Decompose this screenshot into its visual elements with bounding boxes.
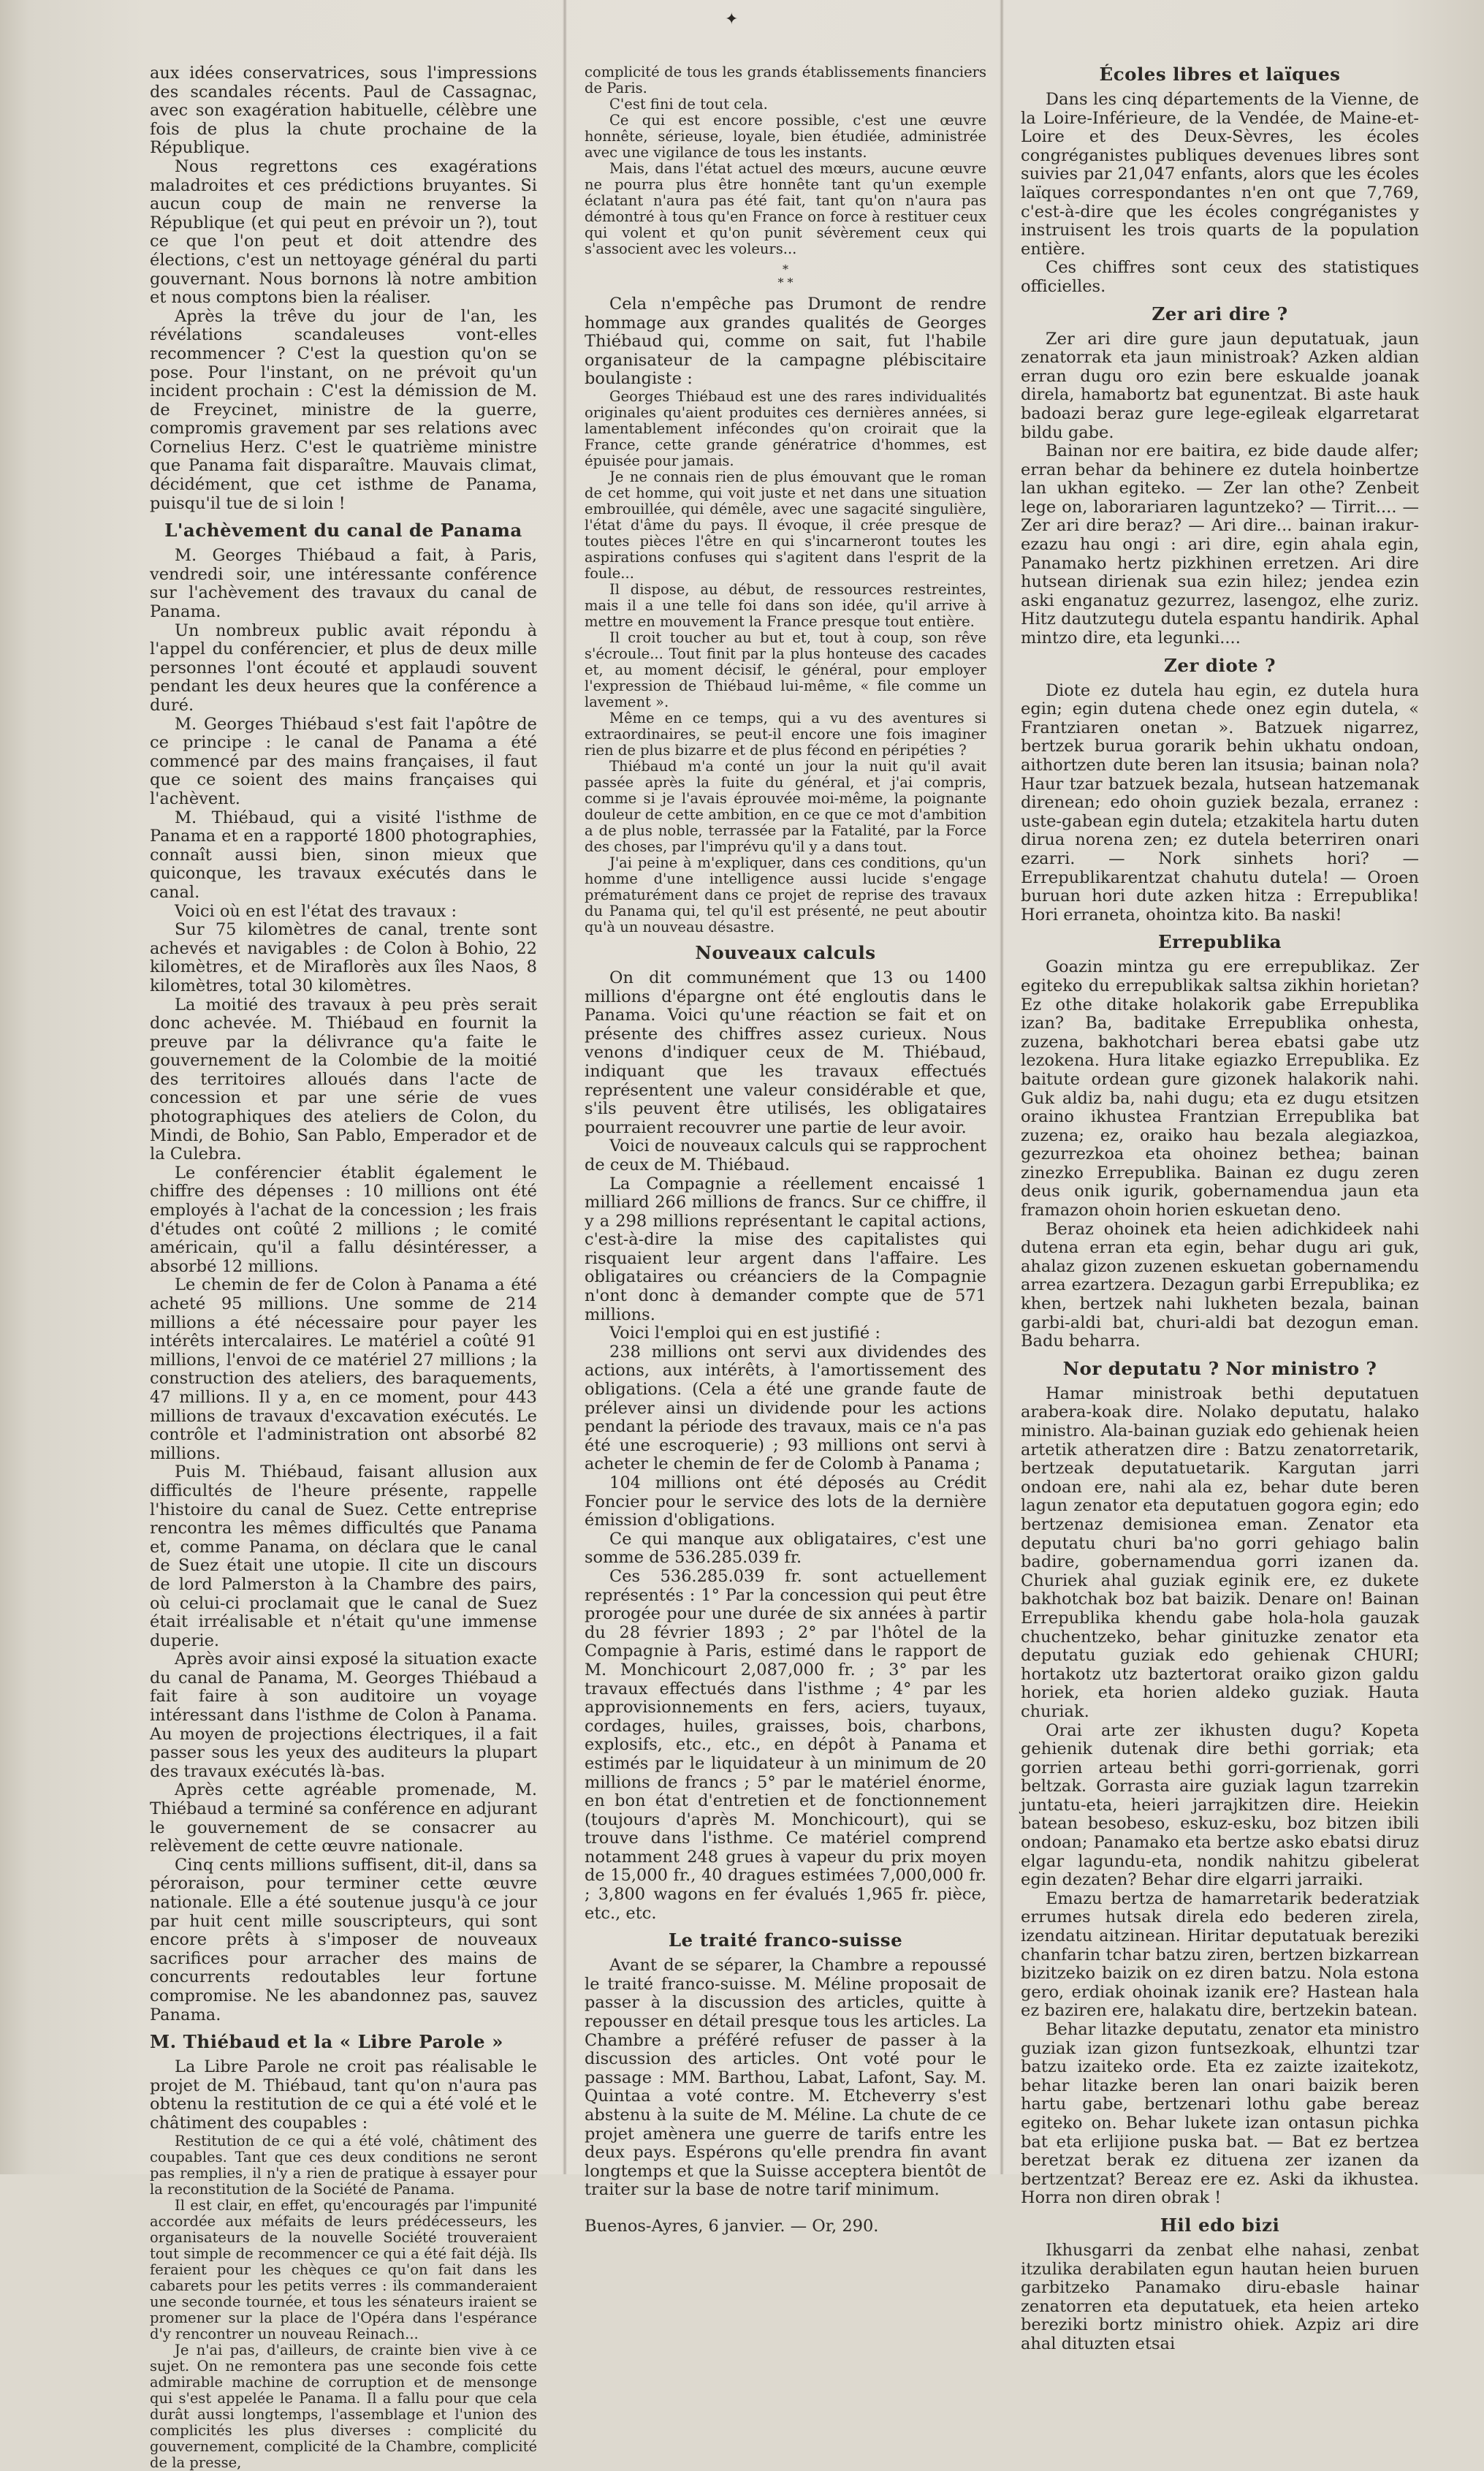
quote-paragraph: Restitution de ce qui a été volé, châtiment des coupables. Tant que ces deux conditions ne seront pas remplies, il n'y a rien de pratique à essayer pour la reconstitution de la Société de Panama. bbox=[150, 2132, 537, 2198]
headline-canal-panama: L'achèvement du canal de Panama bbox=[164, 520, 522, 542]
paragraph: Cela n'empêche pas Drumont de rendre hommage aux grandes qualités de Georges Thiébaud qui, comme on sait, fut l'habile organisateur de la campagne plébiscitaire boulangiste : bbox=[585, 295, 986, 389]
quote-paragraph: Mais, dans l'état actuel des mœurs, aucune œuvre ne pourra plus être honnête tant qu'un exemple éclatant n'aura pas été fait, tant qu'on n'aura pas démontré à tous qu'en France on force à restituer ceux qui volent et qu'on punit sévèrement ceux qui s'associent avec les voleurs... bbox=[585, 160, 986, 257]
paragraph: Hamar ministroak bethi deputatuen arabera-koak dire. Nolako deputatu, halako ministro. Ala-bainan guziak edo gehienak heien artetik atheratzen dire : Batzu zenatorretarik, bertzeak deputatuetarik. Kargutan jarri ondoan ere, nahi ala ez, behar dute beren lagun zenator eta deputatuen gogora egin; edo bertzenaz demisionea eman. Zenator eta deputatu churi ba'no gorri gehiago balin badire, gobernamendua gorri izanen da. Churiek ahal guziak eginik ere, ez dukete bakhotchak boz bat baizik. Denare on! Bainan Errepublika khendu gabe hola-hola gauzak chuchentzeko, behar ginituzke zenator eta deputatu guziak edo gehienak CHURI; hortakotz utz baztertorat oraiko gizon galdu horiek, eta horien aldeko guziak. Hauta churiak. bbox=[1021, 1383, 1419, 1721]
paragraph: Cinq cents millions suffisent, dit-il, dans sa péroraison, pour terminer cette œuvre nationale. Elle a été soutenue jusqu'à ce jour par huit cent mille souscripteurs, qui sont encore prêts à s'imposer de nouveaux sacrifices pour arracher des mains de concurrents redoutables leur fortune compromise. Ne les abandonnez pas, sauvez Panama. bbox=[150, 1855, 537, 2024]
headline-traite-franco-suisse: Le traité franco-suisse bbox=[668, 1929, 903, 1951]
quote-paragraph: Je n'ai pas, d'ailleurs, de crainte bien vive à ce sujet. On ne remontera pas une seconde fois cette admirable machine de corruption et de mensonge qui s'est appelée le Panama. Il a fallu pour que cela durât aussi longtemps, l'assemblage et l'union des complicités les plus diverses : complicité du gouvernement, complicité de la Chambre, complicité de la presse, bbox=[150, 2341, 537, 2471]
paragraph: Voici de nouveaux calculs qui se rapprochent de ceux de M. Thiébaud. bbox=[585, 1136, 986, 1174]
paragraph: Nous regrettons ces exagérations maladroites et ces prédictions bruyantes. Si aucun coup de main ne renverse la République (et qui peut en prévoir un ?), tout ce que l'on peut et doit attendre des élections, c'est un nettoyage général du parti gouvernant. Nous bornons là notre ambition et nous comptons bien la réaliser. bbox=[150, 156, 537, 308]
paragraph: M. Georges Thiébaud s'est fait l'apôtre de ce principe : le canal de Panama a été commencé par des mains françaises, il faut que ce soient des mains françaises qui l'achèvent. bbox=[150, 714, 537, 808]
paragraph: Ikhusgarri da zenbat elhe nahasi, zenbat itzulika derabilaten egun hautan heien buruen garbitzeko Panamako diru-ebasle hainar zenatorren eta deputatuek, eta heien arteko bereziki bortz ministro ohiek. Azpiz ari dire ahal dituzten etsai bbox=[1021, 2240, 1419, 2353]
headline-ecoles: Écoles libres et laïques bbox=[1099, 64, 1341, 85]
column-middle bbox=[585, 64, 986, 2236]
quote-paragraph: Georges Thiébaud est une des rares individualités originales qu'aient produites ces dernières années, si lamentablement infécondes qu'on croirait que la France, cette grande génératrice d'hommes, est épuisée pour jamais. bbox=[585, 387, 986, 469]
paragraph: Avant de se séparer, la Chambre a repoussé le traité franco-suisse. M. Méline proposait de passer à la discussion des articles, quitte à repousser en détail presque tous les articles. La Chambre a préféré refuser de passer à la discussion des articles. Ont voté pour le passage : MM. Barthou, Labat, Lafont, Say. M. Quintaa a voté contre. M. Etcheverry s'est abstenu à la suite de M. Méline. La chute de ce projet amènera une guerre de tarifs entre les deux pays. Espérons qu'elle prendra fin avant longtemps et que la Suisse acceptera bientôt de traiter sur la base de notre tarif minimum. bbox=[585, 1956, 986, 2200]
paragraph: Le chemin de fer de Colon à Panama a été acheté 95 millions. Une somme de 214 millions a été nécessaire pour payer les intérêts intercalaires. Le matériel a coûté 91 millions, l'envoi de ce matériel 27 millions ; la construction des ateliers, des baraquements, 47 millions. Il y a, en ce moment, pour 443 millions de travaux d'excavation exécutés. Le contrôle et l'administration ont absorbé 82 millions. bbox=[150, 1275, 537, 1463]
quote-paragraph: Il croit toucher au but et, tout à coup, son rêve s'écroule... Tout finit par la plus honteuse des cacades et, au moment décisif, le général, pour employer l'expression de Thiébaud lui-même, « file comme un lavement ». bbox=[585, 629, 986, 710]
quote-paragraph: Il est clair, en effet, qu'encouragés par l'impunité accordée aux méfaits de leurs prédécesseurs, les organisateurs de la nouvelle Société trouveraient tout simple de recommencer ce qui a été fait déjà. Ils feraient pour les chèques ce qu'on fait dans les cabarets pour les petits verres : ils commanderaient une seconde tournée, et tous les sénateurs iraient se promener sur la place de l'Opéra dans l'espérance d'y rencontrer un nouveau Reinach... bbox=[150, 2196, 537, 2342]
column-fold-right bbox=[1000, 0, 1004, 2174]
paragraph: Ces chiffres sont ceux des statistiques officielles. bbox=[1021, 258, 1419, 296]
paragraph: 238 millions ont servi aux dividendes des actions, aux intérêts, à l'amortissement des obligations. (Cela a été une grande faute de prélever ainsi un dividende pour les actions pendant la période des travaux, mais ce n'a pas été une escroquerie) ; 93 millions ont servi à acheter le chemin de fer de Colomb à Panama ; bbox=[585, 1342, 986, 1474]
top-mark-icon: ✦ bbox=[725, 10, 739, 29]
paragraph: Après cette agréable promenade, M. Thiébaud a terminé sa conférence en adjurant le gouvernement de se consacrer au relèvement de cette œuvre nationale. bbox=[150, 1780, 537, 1856]
dateline: Buenos-Ayres, 6 janvier. — Or, 290. bbox=[585, 2216, 879, 2236]
paragraph: La Libre Parole ne croit pas réalisable le projet de M. Thiébaud, tant qu'on n'aura pas obtenu la restitution de ce qui a été volé et le châtiment des coupables : bbox=[150, 2057, 537, 2133]
paragraph: Goazin mintza gu ere errepublikaz. Zer egiteko du errepublikak saltsa zikhin horietan? Ez othe ditake holakorik gabe Errepublika izan? Ba, baditake Errepublika onhesta, zuzena, bakhotchari berea ebatsi gabe utz lezokena. Hura litake egiazko Errepublika. Ez baitute ordean gure gizonek halakorik nahi. Guk aldiz ba, nahi dugu; eta ez dugu etsitzen oraino ikhustea Frantzian Errepublika bat zuzena; ez, oraiko hau bezala alegiazkoa, gezurrezkoa eta ohoinez bethea; bainan zinezko Errepublika. Bainan ez dugu zeren deus onik igurik, gobernamendua jaun eta framazon ohoin horien eskuetan deno. bbox=[1021, 957, 1419, 1221]
paragraph: Beraz ohoinek eta heien adichkideek nahi dutena erran eta egin, behar dugu ari guk, ahalaz gizon zuzenen eskuetan gobernamendu arrea ezartzera. Dezagun garbi Errepublika; ez khen, bertzek nahi lukheten bezala, bainan garbi-aldi bat, churi-aldi bat dezogun eman. Badu beharra. bbox=[1021, 1219, 1419, 1351]
quote-paragraph: Il dispose, au début, de ressources restreintes, mais il a une telle foi dans son idée, qu'il arrive à mettre en mouvement la France presque tout entière. bbox=[585, 580, 986, 630]
paragraph: M. Thiébaud, qui a visité l'isthme de Panama et en a rapporté 1800 photographies, connaît aussi bien, sinon mieux que quiconque, les travaux exécutés dans le canal. bbox=[150, 808, 537, 902]
asterism-separator: * * * bbox=[777, 262, 794, 289]
paragraph: La moitié des travaux à peu près serait donc achevée. M. Thiébaud en fournit la preuve par la délivrance qu'a faite le gouvernement de la Colombie de la moitié des territoires alloués dans l'acte de concession et par une série de vues photographiques des ateliers de Colon, du Mindi, de Bohio, San Pablo, Emperador et de la Culebra. bbox=[150, 995, 537, 1164]
quote-paragraph: Je ne connais rien de plus émouvant que le roman de cet homme, qui voit juste et net dans une situation embrouillée, qui démêle, avec une sagacité singulière, l'état d'âme du pays. Il évoque, il crée presque de toutes pièces l'être en qui s'incarneront toutes les aspirations confuses qui s'agitent dans l'esprit de la foule... bbox=[585, 468, 986, 582]
paragraph: On dit communément que 13 ou 1400 millions d'épargne ont été engloutis dans le Panama. Voici qu'une réaction se fait et on présente des chiffres assez curieux. Nous venons d'indiquer ceux de M. Thiébaud, indiquant que les travaux effectués représentent une valeur considérable et que, s'ils peuvent être utilisés, les obligataires pourraient recouvrer une partie de leur avoir. bbox=[585, 968, 986, 1137]
headline-nouveaux-calculs: Nouveaux calculs bbox=[695, 941, 876, 963]
paragraph: La Compagnie a réellement encaissé 1 milliard 266 millions de francs. Sur ce chiffre, il y a 298 millions représentant le capital actions, c'est-à-dire la mise des capitalistes qui risquaient leur argent dans l'affaire. Les obligataires ou créanciers de la Compagnie n'ont donc à demander compte que de 571 millions. bbox=[585, 1174, 986, 1324]
paragraph: aux idées conservatrices, sous l'impressions des scandales récents. Paul de Cassagnac, avec son exagération habituelle, célèbre une fois de plus la chute prochaine de la République. bbox=[150, 64, 537, 158]
paragraph: Après avoir ainsi exposé la situation exacte du canal de Panama, M. Georges Thiébaud a fait faire à son auditoire un voyage intéressant dans l'isthme de Colon à Panama. Au moyen de projections électriques, il a fait passer sous les yeux des auditeurs la plupart des travaux exécutés là-bas. bbox=[150, 1650, 537, 1781]
paragraph: Voici où en est l'état des travaux : bbox=[175, 901, 457, 921]
paragraph: M. Georges Thiébaud a fait, à Paris, vendredi soir, une intéressante conférence sur l'achèvement des travaux du canal de Panama. bbox=[150, 546, 537, 622]
paragraph: Orai arte zer ikhusten dugu? Kopeta gehienik dutenak dire bethi gorriak; eta gorrien arteau bethi gorri-gorrienak, gorri beltzak. Gorrasta aire guziak lagun tzarrekin juntatu-eta, heieri jarrajkitzen dire. Heiekin batean besobeso, eskuz-esku, boz bitzen ibili ondoan; Panamako eta bertze asko ebatsi diruz elgar lagundu-eta, nondik nahitzu gibelerat egin dezaten? Behar dire elgarri jarraiki. bbox=[1021, 1720, 1419, 1890]
paragraph: Behar litazke deputatu, zenator eta ministro guziak izan gizon funtsezkoak, elhuntzi tzar batzu izaiteko orde. Eta ez zaizte izaitekotz, behar litazke beren lan onari baizik beren hartu gabe, bertzenari lothu gabe bereaz egiteko on. Behar lukete izan ontasun pichka bat eta erlijione puska bat. — Bat ez bertzea beretzat berak ez dituena zer izanen da bertzentzat? Bereaz ere ez. Aski da ikhustea. Horra non diren obrak ! bbox=[1021, 2020, 1419, 2208]
quote-paragraph: Thiébaud m'a conté un jour la nuit qu'il avait passée après la fuite du général, et j'ai compris, comme si je l'avais éprouvée moi-même, la poignante douleur de cette ambition, en ce que ce mot d'ambition a de plus noble, terrassée par la Fatalité, par la Force des choses, par l'imprévu qu'il y a dans tout. bbox=[585, 757, 986, 855]
paragraph: Zer ari dire gure jaun deputatuak, jaun zenatorrak eta jaun ministroak? Azken aldian erran dugu oro ezin bere eskualde joanak direla, hamabortz bat egunentzat. Bi aste hauk badoazi beraz gure lege-egileak elgarretarat bildu gabe. bbox=[1021, 329, 1419, 442]
paragraph: Le conférencier établit également le chiffre des dépenses : 10 millions ont été employés à l'achat de la concession ; les frais d'études ont coûté 2 millions ; le comité américain, qu'il a fallu désintéresser, a absorbé 12 millions. bbox=[150, 1163, 537, 1276]
paragraph: Après la trêve du jour de l'an, les révélations scandaleuses vont-elles recommencer ? C'est la question qu'on se pose. Pour l'instant, on ne prévoit qu'un incident prochain : C'est la démission de M. de Freycinet, ministre de la guerre, compromis gravement par ses relations avec Cornelius Herz. C'est le quatrième ministre que Panama fait disparaître. Mauvais climat, décidément, que cet isthme de Panama, puisqu'il tue de si loin ! bbox=[150, 306, 537, 513]
paragraph: Sur 75 kilomètres de canal, trente sont achevés et navigables : de Colon à Bohio, 22 kilomètres, et de Miraflorès aux îles Naos, 8 kilomètres, total 30 kilomètres. bbox=[150, 920, 537, 995]
column-right bbox=[1021, 64, 1419, 2354]
paragraph: Ce qui manque aux obligataires, c'est une somme de 536.285.039 fr. bbox=[585, 1529, 986, 1568]
quote-paragraph: Même en ce temps, qui a vu des aventures si extraordinaires, se peut-il encore une fois imaginer rien de plus bizarre et de plus fécond en péripéties ? bbox=[585, 709, 986, 759]
headline-errepublika: Errepublika bbox=[1157, 931, 1282, 953]
quote-paragraph: complicité de tous les grands établissements financiers de Paris. bbox=[585, 64, 986, 96]
quote-paragraph: C'est fini de tout cela. bbox=[609, 96, 768, 113]
paragraph: Puis M. Thiébaud, faisant allusion aux difficultés de l'heure présente, rappelle l'histoire du canal de Suez. Cette entreprise rencontra les mêmes difficultés que Panama et, comme Panama, on déclara que le canal de Suez était une utopie. Il cite un discours de lord Palmerston à la Chambre des pairs, où celui-ci proclamait que le canal de Suez était irréalisable et n'était qu'une immense duperie. bbox=[150, 1462, 537, 1650]
headline-libre-parole: M. Thiébaud et la « Libre Parole » bbox=[150, 2031, 503, 2053]
paragraph: Ces 536.285.039 fr. sont actuellement représentés : 1° Par la concession qui peut être prorogée pour une durée de six années à partir du 28 février 1893 ; 2° par l'hôtel de la Compagnie à Paris, estimé dans le rapport de M. Monchicourt 2,087,000 fr. ; 3° par les travaux effectués dans l'isthme ; 4° par les approvisionnements en fers, aciers, tuyaux, cordages, huiles, graisses, bois, charbons, explosifs, etc., etc., en dépôt à Panama et estimés par le liquidateur à un minimum de 20 millions de francs ; 5° par le matériel énorme, en bon état d'entretien et de fonctionnement (toujours d'après M. Monchicourt), qui se trouve dans l'isthme. Ce matériel comprend notamment 248 grues à vapeur du prix moyen de 15,000 fr., 40 dragues estimées 7,000,000 fr. ; 3,800 wagons en fer évalués 1,965 fr. pièce, etc., etc. bbox=[585, 1566, 986, 1923]
paragraph: Bainan nor ere baitira, ez bide daude alfer; erran behar da behinere ez dutela hoinbertze lan ukhan egiteko. — Zer lan othe? Zenbeit lege on, laborariaren laguntzeko? — Tirrit.... — Zer ari dire beraz? — Ari dire... bainan irakur-ezazu hau ongi : ari dire, egin ahala egin, Panamako hertz pizkhinen erretzen. Ari dire hutsean dirienak sua ezin hilez; jendea ezin aski enganatuz gezurrez, lasengoz, elhe zuriz. Hitz dautzutegu dutela espantu handirik. Aphal mintzo dire, eta legunki.... bbox=[1021, 441, 1419, 648]
quote-paragraph: J'ai peine à m'expliquer, dans ces conditions, qu'un homme d'une intelligence aussi lucide s'engage prématurément dans ce projet de reprise des travaux du Panama qui, tel qu'il est présenté, ne peut aboutir qu'à un nouveau désastre. bbox=[585, 854, 986, 935]
headline-zer-ari-dire: Zer ari dire ? bbox=[1152, 303, 1288, 324]
column-left bbox=[150, 64, 537, 2471]
headline-zer-diote: Zer diote ? bbox=[1164, 654, 1276, 676]
paragraph: Emazu bertza de hamarretarik bederatziak errumes hutsak direla edo bederen zirela, izendatu aitzinean. Hiritar deputatuak bereziki chanfarin tchar batzu ziren, bertzen bizkarrean bizitzeko baizik on ez diren batzu. Nola estona gero, erdiak ohoinak izanik ere? Hastean hala ez baziren ere, halakatu dire, bertzekin batean. bbox=[1021, 1889, 1419, 2021]
paragraph: Diote ez dutela hau egin, ez dutela hura egin; egin dutena chede onez egin dutela, « Frantziaren onetan ». Batzuek nigarrez, bertzek burua gorarik behin ukhatu ondoan, aithortzen dute beren lan itsusia; bainan nola? Haur tzar batzuek bezala, hutsean hatzemanak direnean; edo ohoin guziek bezala, erranez : uste-gabean egin dutela; etzakitela hartu duten dirua norena zen; ez dutela beterriren onari ezarri. — Nork sinhets hori? — Errepublikarentzat chahutu dutela! — Oroen buruan hori dute azken hitza : Errepublika! Hori erraneta, ohointza kito. Ba naski! bbox=[1021, 680, 1419, 925]
column-fold-left bbox=[563, 0, 567, 2174]
paragraph: 104 millions ont été déposés au Crédit Foncier pour le service des lots de la dernière émission d'obligations. bbox=[585, 1473, 986, 1530]
paragraph: Un nombreux public avait répondu à l'appel du conférencier, et plus de deux mille personnes l'ont écouté et applaudi souvent pendant les deux heures que la conférence a duré. bbox=[150, 620, 537, 715]
paragraph: Voici l'emploi qui en est justifié : bbox=[609, 1324, 880, 1343]
headline-hil-edo-bizi: Hil edo bizi bbox=[1160, 2214, 1280, 2236]
paragraph: Dans les cinq départements de la Vienne, de la Loire-Inférieure, de la Vendée, de Maine-et-Loire et des Deux-Sèvres, les écoles congréganistes publiques devenues libres sont suivies par 21,047 enfants, alors que les écoles laïques correspondantes n'en ont que 7,769, c'est-à-dire que les écoles congréganistes y instruisent les trois quarts de la population entière. bbox=[1021, 90, 1419, 259]
headline-nor-deputatu: Nor deputatu ? Nor ministro ? bbox=[1062, 1357, 1377, 1379]
quote-paragraph: Ce qui est encore possible, c'est une œuvre honnête, sérieuse, loyale, bien étudiée, administrée avec une vigilance de tous les instants. bbox=[585, 112, 986, 161]
